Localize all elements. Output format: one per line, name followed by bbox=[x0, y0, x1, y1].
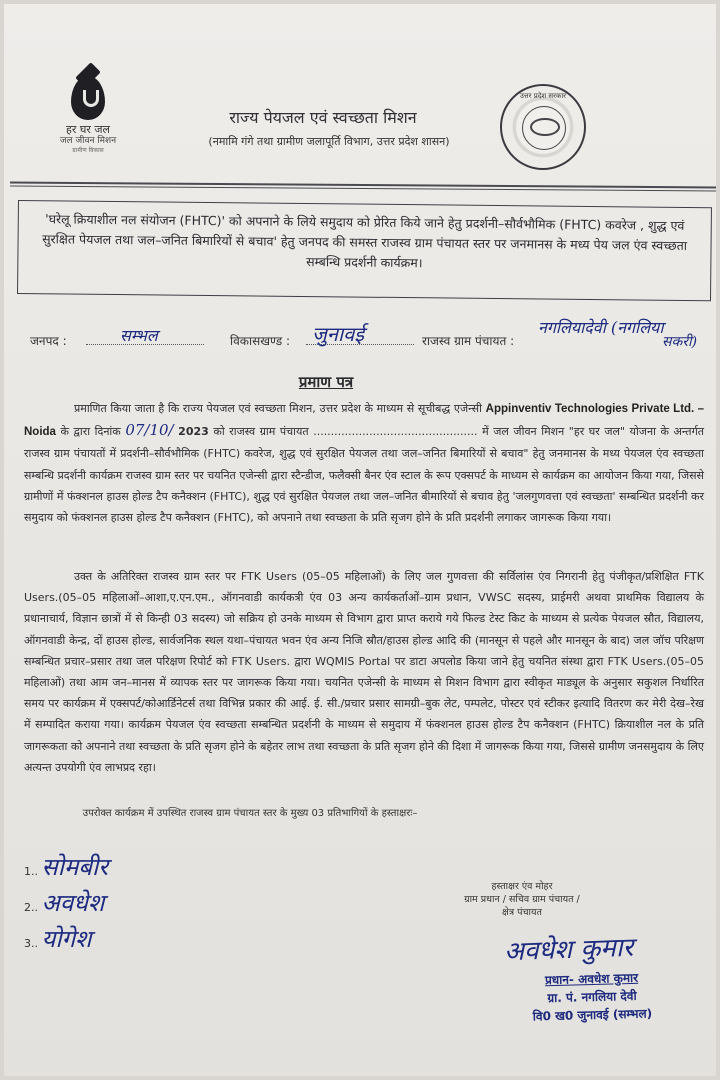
authority-line-2: ग्राम प्रधान / सचिव ग्राम पंचायत / bbox=[464, 894, 580, 905]
fish-emblem-icon bbox=[530, 118, 560, 136]
pradhan-signature: अवधेश कुमार bbox=[503, 932, 634, 968]
panchayat-label: राजस्व ग्राम पंचायत : bbox=[422, 334, 515, 348]
program-date-handwritten: 07/10/ bbox=[125, 421, 174, 440]
janpad-label: जनपद : bbox=[30, 334, 67, 348]
paragraph-1-date-label: के द्वारा दिनांक bbox=[60, 425, 121, 439]
participant-signature: सोमबीर bbox=[41, 853, 109, 881]
document-page bbox=[4, 4, 716, 1076]
participants-signature-intro: उपरोक्त कार्यक्रम में उपस्थित राजस्व ग्राम पंचायत स्तर के मुख्य 03 प्रतिभागियों के हस्ताक्षरः– bbox=[82, 808, 418, 819]
paragraph-2-text: उक्त के अतिरिक्त राजस्व ग्राम स्तर पर FTK Users (05–05 महिलाओं) के लिए जल गुणवत्ता की सर्विलांस एंव निगरानी हेतु पंजीकृत/प्रशिक्षित FTK Users.(05–05 महिलाओं–आशा,ए.एन.एम., ऑगनवाडी कार्यकत्री एंव 03 अन्य कार्यकर्ताओं–ग्राम प्रधान, VWSC सदस्य, प्राईमरी अथवा प्राथमिक विद्यालय के प्रधानाचार्य, विज्ञान छात्रों में से किन्ही 03 सदस्य) जो सक्रिय हो उनके माध्यम से विभाग द्वारा प्राप्त कराये गये फिल्ड टेस्ट किट के माध्यम से प्रत्येक पेयजल स्रौत, विद्यालय, ऑगनवाडी केन्द्र, दों हाउस होल्ड, सार्वजनिक स्थल यथा–पंचायत भवन एंव अन्य निजि स्रौत/हाउस होल्ड आदि की (मानसून से पहले और मानसून के बाद) जल जॉच परिक्षण सम्बन्धित प्रचार–प्रसार तथा जल परिक्षण रिपोर्ट को FTK Users. द्वारा WQMIS Portal पर डाटा अपलोड किया जाने हेतु चयनित संस्था द्वारा FTK Users.(05–05 महिलाओं) तथा आम जन–मानस में व्यापक स्तर पर जागरूक किया गया। चयनित एजेन्सी के माध्यम से मिशन विभाग द्वारा स्वीकृत माड्यूल के अनुसार सकुशल निर्धारित समय पर कार्यक्रम में एक्सपर्ट/कोआर्डिनेटर्स तथा विभिन्न प्रकार की आई. ई. सी./प्रचार प्रसार सामग्री–बुक लेट, पम्पलेट, पोस्टर एवं स्टीकर इत्यादि वितरण कर मेरी देख–रेख में सम्पादित कराया गया। कार्यक्रम पेयजल एंव स्वच्छता सम्बन्धित प्रदर्शनी के माध्यम से समुदाय में फंक्शनल हाउस होल्ड टैप कनैक्शन (FHTC) क्रियाशील नल के प्रति जागरूकता को अपनाने तथा स्वच्छता के प्रति सृजग होने के बहेतर लाभ तथा स्वच्छता के प्रति सृजग होने की दिशा में जागरूक किया गया, जिससे ग्रामीण जनसमुदाय के लिए अत्यन्त उपयोगी एंव लाभप्रद रहा। bbox=[24, 570, 704, 774]
participant-signature: योगेश bbox=[41, 925, 92, 953]
logo-line-3: ग्रामीण विकास bbox=[72, 147, 104, 154]
stamp-line-1: प्रधान- अवधेश कुमार bbox=[544, 970, 639, 988]
program-description-box bbox=[17, 200, 712, 301]
header-title: राज्य पेयजल एवं स्वच्छता मिशन bbox=[229, 108, 417, 127]
participant-signature: अवधेश bbox=[41, 889, 105, 917]
logo-line-1: हर घर जल bbox=[66, 123, 110, 136]
program-date-year: 2023 bbox=[178, 425, 209, 439]
participant-signature-1 bbox=[24, 850, 108, 883]
panchayat-value-line2: सकरी) bbox=[662, 334, 698, 350]
agency-name: Appinventiv Technologies Private Ltd. – Noida bbox=[24, 403, 704, 439]
paragraph-1-body: को राजस्व ग्राम पंचायत ............................................... में जल जीवन मिशन "हर घर जल" योजना के अन्तर्गत राजस्व ग्राम पंचायतों में प्रदर्शनी–सौर्वभौमिक (FHTC) कवरेज, शुद्ध एवं सुरक्षित पेयजल तथा जल–जनित बिमारियों से बचाव" हेतु जनमानस के मध्य पेयजल एंव स्वच्छता सम्बन्धि प्रदर्शनी कार्यक्रम राजस्व ग्राम स्तर पर चयनित एजेन्सी द्वारा स्टैन्डीज, फलैक्सी बैनर एंव स्टाल के रूप एक्सपर्ट के माध्यम से कार्यक्रम का आयोजन किया गया, जिससे ग्रामीणों में फंक्शनल हाउस होल्ड टैप कनैक्शन (FHTC), शुद्ध एवं सुरक्षित पेयजल तथा जल–जनित बीमारियों से बचाव हेतु 'जलगुणवत्ता एवं स्वच्छता' सम्बन्धित प्रदर्शनी कर समुदाय को फंक्शनल हाउस होल्ड टैप कनैक्शन (FHTC), को अपनाने तथा स्वच्छता के प्रति सृजग होने के प्रति प्रदर्शनी लगाकर जागरूक किया गया। bbox=[24, 425, 705, 525]
location-fields-row bbox=[30, 318, 716, 356]
certificate-paragraph-2 bbox=[24, 566, 704, 778]
certificate-paragraph-1 bbox=[24, 398, 704, 528]
participant-signature-2 bbox=[24, 886, 104, 919]
jal-jeevan-mission-logo bbox=[48, 76, 128, 166]
participant-number: 1.. bbox=[24, 865, 38, 878]
participant-number: 3.. bbox=[24, 937, 38, 950]
janpad-value: सम्भल bbox=[120, 326, 158, 345]
panchayat-value: नगलियादेवी (नगलिया bbox=[538, 318, 664, 337]
participant-signature-3 bbox=[24, 922, 91, 955]
program-description-text: 'घरेलू क्रियाशील नल संयोजन (FHTC)' को अपनाने के लिये समुदाय को प्रेरित किये जाने हेतु प्रदर्शनी–सौर्वभौमिक (FHTC) कवरेज , शुद्ध एवं सुरक्षित पेयजल तथा जल–जनित बिमारियों से बचाव' हेतु जनपद की समस्त राजस्व ग्राम पंचायत स्तर पर जनमानस के मध्य पेय जल एंव स्वच्छता सम्बन्धि प्रदर्शनी कार्यक्रम। bbox=[42, 211, 688, 271]
up-government-seal bbox=[500, 84, 586, 170]
stamp-line-2: ग्रा. पं. नगलिया देवी bbox=[547, 988, 637, 1006]
stamp-line-3: वि0 ख0 जुनावई (सम्भल) bbox=[532, 1006, 653, 1024]
header-subtitle: (नमामि गंगे तथा ग्रामीण जलापूर्ति विभाग, उत्तर प्रदेश शासन) bbox=[208, 135, 450, 148]
water-drop-icon bbox=[71, 76, 105, 120]
certificate-title: प्रमाण पत्र bbox=[298, 373, 354, 391]
participant-number: 2.. bbox=[24, 901, 38, 914]
vikaskhand-value: जुनावई bbox=[312, 322, 365, 346]
authority-signature-block bbox=[422, 880, 622, 919]
authority-line-3: क्षेत्र पंचायत bbox=[502, 907, 542, 918]
pradhan-stamp bbox=[511, 968, 672, 1026]
authority-line-1: हस्ताक्षर एंव मोहर bbox=[491, 881, 553, 892]
vikaskhand-label: विकासखण्ड : bbox=[230, 334, 291, 348]
paragraph-1-intro: प्रमाणित किया जाता है कि राज्य पेयजल एवं स्वच्छता मिशन, उत्तर प्रदेश के माध्यम से सूचीबद्ध एजेन्सी bbox=[74, 402, 482, 415]
logo-line-2: जल जीवन मिशन bbox=[59, 136, 117, 146]
seal-text: उत्तर प्रदेश सरकार bbox=[519, 92, 567, 100]
